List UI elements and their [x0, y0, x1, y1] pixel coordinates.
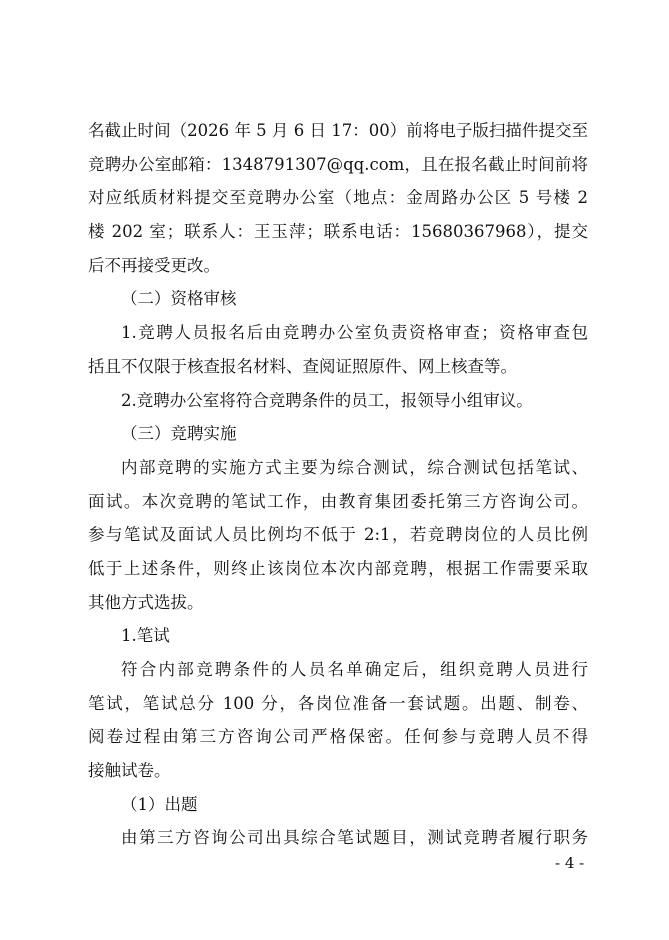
text-line: 低于上述条件，则终止该岗位本次内部竞聘，根据工作需要采取 [88, 558, 588, 578]
page-number: - 4 - [555, 854, 585, 872]
text-line: 符合内部竞聘条件的人员名单确定后，组织竞聘人员进行 [121, 660, 588, 679]
document-body [88, 114, 588, 855]
section-heading: （三）竞聘实施 [121, 424, 237, 444]
text-line: 由第三方咨询公司出具综合笔试题目，测试竞聘者履行职务 [121, 828, 588, 848]
text-line: 参与笔试及面试人员比例均不低于 2:1，若竞聘岗位的人员比例 [88, 525, 588, 545]
text-line: 对应纸质材料提交至竞聘办公室（地点：金周路办公区 5 号楼 2 [88, 188, 588, 208]
text-line: 竞聘办公室邮箱：1348791307@qq.com，且在报名截止时间前将 [88, 154, 588, 174]
text-line: 后不再接受更改。 [88, 255, 220, 275]
text-line: 1.竞聘人员报名后由竞聘办公室负责资格审查；资格审查包 [121, 323, 588, 343]
section-heading: （二）资格审核 [121, 289, 237, 309]
text-line: 楼 202 室；联系人：王玉萍；联系电话：15680367968），提交 [88, 222, 588, 242]
subsection-heading: （1）出题 [121, 794, 198, 814]
text-line: 接触试卷。 [88, 761, 171, 781]
text-line: 其他方式选拔。 [88, 592, 204, 612]
text-line: 括且不仅限于核查报名材料、查阅证照原件、网上核查等。 [88, 356, 517, 376]
subsection-heading: 1.笔试 [121, 626, 170, 646]
text-line: 内部竞聘的实施方式主要为综合测试，综合测试包括笔试、 [121, 457, 588, 477]
text-line: 阅卷过程由第三方咨询公司严格保密。任何参与竞聘人员不得 [88, 727, 588, 747]
text-line: 面试。本次竞聘的笔试工作，由教育集团委托第三方咨询公司。 [88, 491, 588, 511]
text-line: 名截止时间（2026 年 5 月 6 日 17：00）前将电子版扫描件提交至 [88, 121, 588, 140]
text-line: 笔试，笔试总分 100 分，各岗位准备一套试题。出题、制卷、 [88, 693, 588, 713]
text-line: 2.竞聘办公室将符合竞聘条件的员工，报领导小组审议。 [121, 390, 533, 410]
